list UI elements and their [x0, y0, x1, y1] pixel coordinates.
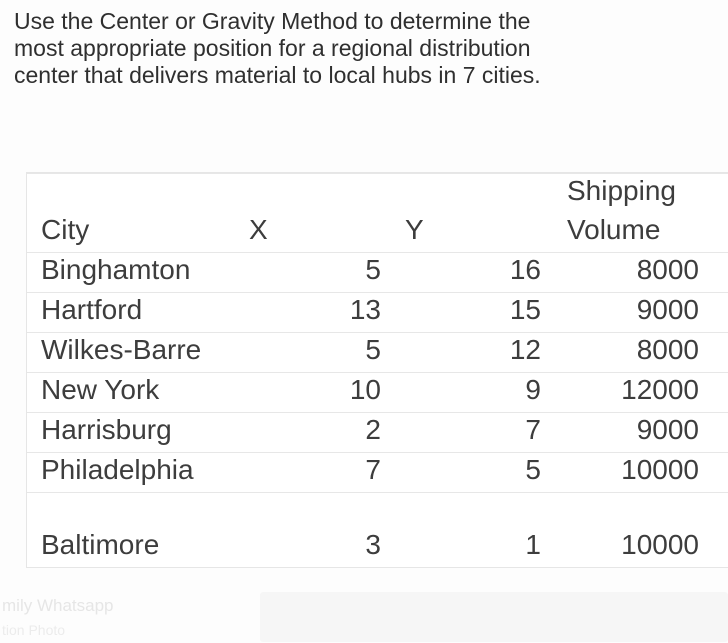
table-cell-volume: 10000: [621, 529, 699, 560]
table-cell-x: 7: [365, 454, 381, 485]
table-cell-city: Philadelphia: [41, 454, 194, 485]
table-cell-y: 5: [525, 454, 541, 485]
table-cell-x: 10: [349, 374, 381, 405]
table-cell-x: 3: [365, 529, 381, 560]
table-cell-y: 9: [525, 374, 541, 405]
faded-text: tion Photo: [2, 622, 66, 638]
table-cell-volume: 8000: [636, 334, 699, 365]
table-cell-y: 12: [509, 334, 541, 365]
header-x: X: [249, 214, 268, 245]
table-cell-x: 5: [365, 254, 381, 285]
header-city: City: [41, 214, 90, 245]
table-cell-y: 1: [525, 529, 541, 560]
table-cell-y: 16: [509, 254, 541, 285]
header-shipping: Shipping: [567, 175, 676, 206]
table-cell-city: Binghamton: [41, 254, 191, 285]
faded-text: mily Whatsapp: [2, 596, 114, 615]
table-cell-city: New York: [41, 374, 160, 405]
header-y: Y: [405, 214, 424, 245]
faded-overlay: [0, 588, 728, 643]
question-line: Use the Center or Gravity Method to determine the: [14, 8, 531, 34]
question-text: [14, 8, 714, 89]
question-line: center that delivers material to local hubs in 7 cities.: [14, 62, 541, 88]
data-table: [26, 172, 728, 568]
faded-panel: [260, 592, 728, 642]
table-divider: [27, 492, 728, 493]
table-cell-city: Baltimore: [41, 529, 160, 560]
table-cell-volume: 8000: [636, 254, 699, 285]
table-cell-y: 15: [509, 294, 541, 325]
table-cell-y: 7: [525, 414, 541, 445]
table-cell-volume: 9000: [636, 414, 699, 445]
table-cell-volume: 9000: [636, 294, 699, 325]
table-cell-volume: 12000: [621, 374, 699, 405]
table-cell-volume: 10000: [621, 454, 699, 485]
table-cell-city: Harrisburg: [41, 414, 172, 445]
table-cell-x: 2: [365, 414, 381, 445]
table-cell-x: 13: [349, 294, 381, 325]
table-cell-city: Hartford: [41, 294, 143, 325]
question-line: most appropriate position for a regional distribution: [14, 35, 531, 61]
table-cell-city: Wilkes-Barre: [41, 334, 202, 365]
header-volume: Volume: [567, 214, 661, 245]
table-cell-x: 5: [365, 334, 381, 365]
